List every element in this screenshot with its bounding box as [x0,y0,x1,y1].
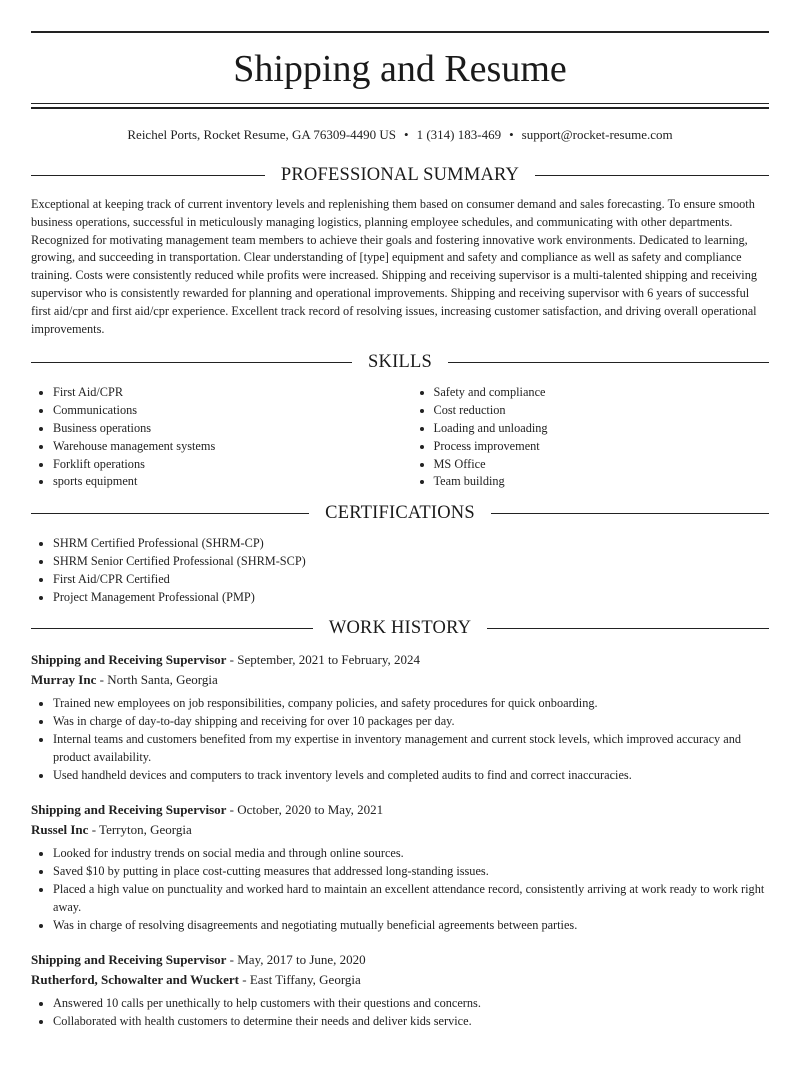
certifications-list [31,535,769,606]
skill-item: • Team building [434,473,770,491]
summary-text: Exceptional at keeping track of current inventory levels and replenishing them based on consumer demand and sales forecasting. To ensure smooth business operations, successful in meticulously managing logistics, planning employee schedules, and communicating with other departments. Recognized for motivating management team members to achieve their goals and fostering innovative work environments. Dedicated to learning, growing, and succeeding in transportation. Clear understanding of [type] equipment and safety and compliance as well as safety and compliance training. Costs were consistently reduced while profits were increased. Shipping and receiving supervisor is a multi-talented shipping and receiving supervisor who is consistently rewarded for planning and operational improvements. Shipping and receiving supervisor with 6 years of successful first aid/cpr and first aid/cpr experience. Excellent track record of resolving issues, increasing customer satisfaction, and driving overall operational improvements. [31,197,758,336]
certification-item: • First Aid/CPR Certified [53,571,769,589]
job-title: Shipping and Receiving Supervisor [31,652,227,668]
job-dates: - October, 2020 to May, 2021 [226,802,384,818]
bullet-separator: • [404,127,409,142]
skill-item: • Process improvement [434,438,770,456]
job-company: Murray Inc [31,671,97,687]
job-location: - East Tiffany, Georgia [239,971,361,987]
resume-title: Shipping and Resume [233,48,567,90]
skills-column-right [412,384,770,491]
skill-item: • MS Office [434,456,770,474]
job-bullet: • Looked for industry trends on social media and through online sources. [53,845,769,863]
section-heading-summary [31,165,769,186]
section-title: PROFESSIONAL SUMMARY [280,165,520,185]
job-location: - Terryton, Georgia [88,821,192,837]
resume-page [0,31,800,1031]
section-heading-skills [31,352,769,373]
certification-item: • SHRM Certified Professional (SHRM-CP) [53,535,769,553]
job-title: Shipping and Receiving Supervisor [31,802,227,818]
job-title: Shipping and Receiving Supervisor [31,952,227,968]
certification-item: • SHRM Senior Certified Professional (SHRM-SCP) [53,553,769,571]
skill-item: • Business operations [53,420,389,438]
bullet-separator: • [509,127,514,142]
job-bullet: • Trained new employees on job responsibilities, company policies, and safety procedures for quick onboarding. [53,695,769,713]
job-bullets [31,995,769,1031]
skill-item: • Cost reduction [434,402,770,420]
section-title: SKILLS [368,352,432,373]
skills-list [31,384,769,491]
job-entry [31,800,769,934]
skill-item: • Communications [53,402,389,420]
skill-item: • Forklift operations [53,456,389,474]
title-double-rule [31,103,769,109]
section-heading-certifications [31,503,769,524]
section-title: WORK HISTORY [328,618,472,639]
job-bullet: • Saved $10 by putting in place cost-cutting measures that addressed long-standing issues. [53,863,769,881]
job-bullet: • Internal teams and customers benefited from my expertise in inventory management and current stock levels, which improved accuracy and product availability. [53,731,769,767]
certification-item: • Project Management Professional (PMP) [53,589,769,607]
contact-line [31,126,769,143]
job-bullet: • Collaborated with health customers to determine their needs and deliver kids service. [53,1013,769,1031]
section-title: CERTIFICATIONS [325,503,475,524]
contact-address: Reichel Ports, Rocket Resume, GA 76309-4490 US [127,127,397,142]
job-bullets [31,845,769,934]
job-entry [31,950,769,1031]
job-company: Russel Inc [31,821,89,837]
section-heading-work-history [31,618,769,639]
job-entry [31,650,769,784]
skill-item: • First Aid/CPR [53,384,389,402]
job-bullet: • Used handheld devices and computers to track inventory levels and completed audits to find and correct inaccuracies. [53,767,769,785]
job-bullets [31,695,769,784]
skill-item: • Loading and unloading [434,420,770,438]
job-bullet: • Placed a high value on punctuality and worked hard to maintain an excellent attendance record, consistently arriving at work ready to work right away. [53,881,769,917]
job-company: Rutherford, Schowalter and Wuckert [31,971,239,987]
contact-phone: 1 (314) 183-469 [416,127,502,142]
skill-item: • Safety and compliance [434,384,770,402]
job-bullet: • Was in charge of resolving disagreements and negotiating mutually beneficial agreements between parties. [53,917,769,935]
job-bullet: • Answered 10 calls per unethically to help customers with their questions and concerns. [53,995,769,1013]
skill-item: • Warehouse management systems [53,438,389,456]
skill-item: • sports equipment [53,473,389,491]
contact-email[interactable]: support@rocket-resume.com [521,127,673,142]
skills-column-left [31,384,389,491]
job-location: - North Santa, Georgia [96,671,218,687]
job-dates: - September, 2021 to February, 2024 [226,652,421,668]
job-bullet: • Was in charge of day-to-day shipping and receiving for over 10 packages per day. [53,713,769,731]
job-dates: - May, 2017 to June, 2020 [226,952,366,968]
